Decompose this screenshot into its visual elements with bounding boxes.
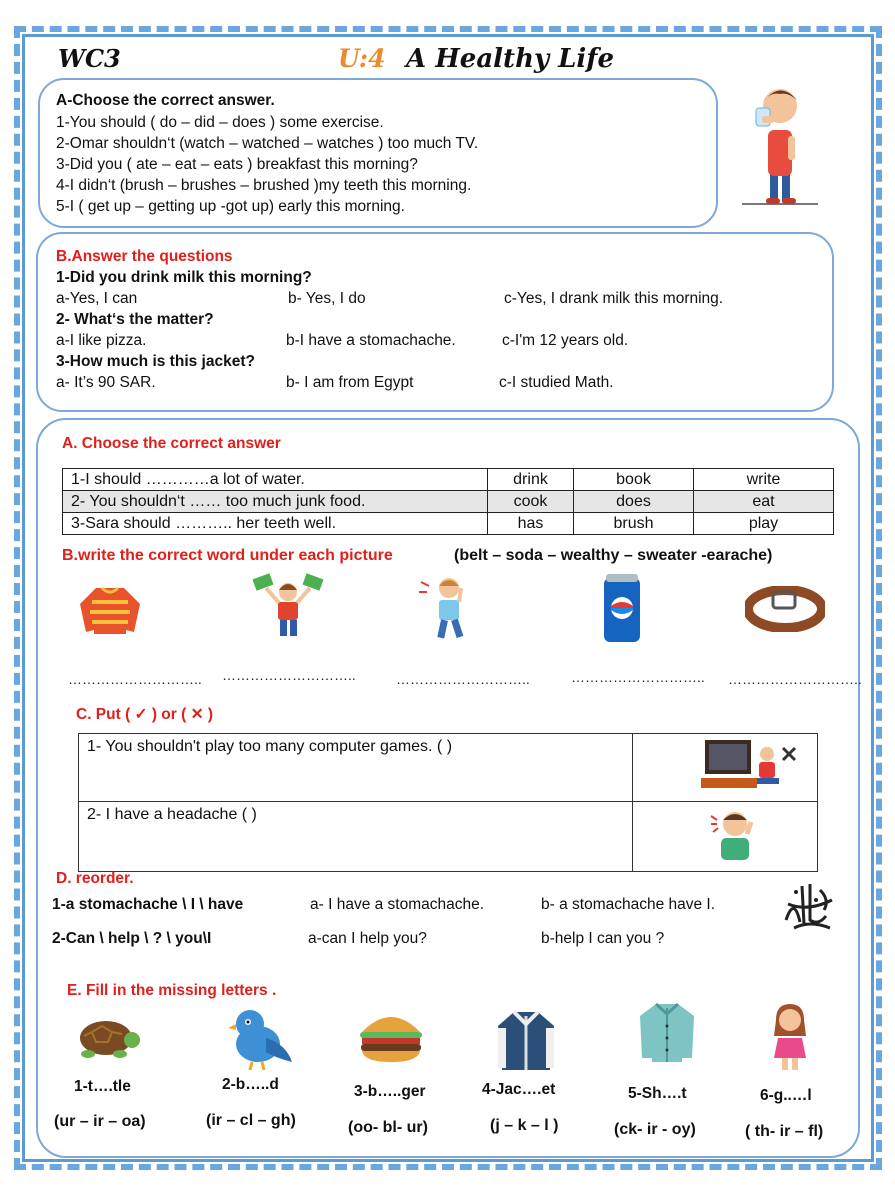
section-fill-heading: E. Fill in the missing letters . [67, 982, 277, 999]
letter-choices: (ir – cl – gh) [206, 1112, 296, 1129]
question: 1-Did you drink milk this morning? [56, 269, 312, 286]
fill-word: 6-g..…l [760, 1087, 812, 1104]
fill-word: 1-t….tle [74, 1078, 131, 1095]
fill-word: 2-b…..d [222, 1076, 279, 1093]
table-cell-option: cook [488, 491, 574, 513]
table-row [63, 491, 834, 513]
boy-drinking-water-icon [740, 78, 820, 208]
option-c: c-Yes, I drank milk this morning. [504, 290, 724, 307]
bird-icon [226, 1004, 296, 1072]
turtle-icon [72, 1010, 142, 1060]
unit-label: U:4 [338, 44, 386, 73]
table-cell-option: has [488, 513, 574, 535]
question: 3-How much is this jacket? [56, 353, 255, 370]
fill-word: 5-Sh….t [628, 1085, 687, 1102]
tick-sentence: 1- You shouldn't play too many computer games. ( ) [79, 734, 633, 802]
calligraphy-emblem-icon [780, 876, 838, 934]
section-a-line: 3-Did you ( ate – eat – eats ) breakfast this morning? [56, 156, 418, 173]
table-cell-option: write [694, 469, 834, 491]
belt-icon [745, 586, 825, 632]
reorder-option-b: b-help I can you ? [541, 930, 665, 947]
section-choose-heading: A. Choose the correct answer [62, 435, 281, 452]
reorder-option-b: b- a stomachache have I. [541, 896, 716, 913]
question: 2- What‘s the matter? [56, 311, 214, 328]
reorder-option-a: a- I have a stomachache. [310, 896, 485, 913]
table-cell-option: drink [488, 469, 574, 491]
option-b: b- I am from Egypt [286, 374, 414, 391]
reorder-question: 1-a stomachache \ I \ have [52, 896, 244, 913]
section-a-line: 1-You should ( do – did – does ) some exercise. [56, 114, 384, 131]
page-title: A Healthy Life [406, 44, 615, 74]
reorder-question: 2-Can \ help \ ? \ you\I [52, 930, 212, 947]
table-row [79, 734, 818, 802]
wealthy-boy-icon [250, 572, 326, 644]
section-reorder-heading: D. reorder. [56, 870, 134, 887]
choose-table [62, 468, 834, 535]
option-a: a-Yes, I can [56, 290, 138, 307]
section-a-heading: A-Choose the correct answer. [56, 92, 275, 109]
option-c: c-I'm 12 years old. [502, 332, 629, 349]
girl-icon [768, 1002, 812, 1074]
table-cell-option: play [694, 513, 834, 535]
letter-choices: ( th- ir – fl) [745, 1123, 824, 1140]
answer-blank[interactable]: ……………………….. [68, 671, 202, 687]
table-cell-sentence: 3-Sara should ……….. her teeth well. [63, 513, 488, 535]
answer-blank[interactable]: ……………………….. [728, 671, 862, 687]
answer-blank[interactable]: ……………………….. [396, 671, 530, 687]
letter-choices: (ck- ir - oy) [614, 1121, 696, 1138]
table-cell-sentence: 2- You shouldn‘t …… too much junk food. [63, 491, 488, 513]
section-tick-heading: C. Put ( ✓ ) or ( ✕ ) [76, 706, 214, 723]
tick-picture-cell [633, 734, 818, 802]
letter-choices: (oo- bl- ur) [348, 1119, 428, 1136]
table-row [79, 802, 818, 872]
word-bank: (belt – soda – wealthy – sweater -earache) [454, 547, 773, 564]
fill-word: 3-b…..ger [354, 1083, 426, 1100]
option-b: b- Yes, I do [288, 290, 366, 307]
computer-games-icon [699, 738, 809, 792]
table-cell-option: eat [694, 491, 834, 513]
option-a: a-I like pizza. [56, 332, 147, 349]
answer-blank[interactable]: ……………………….. [222, 667, 356, 683]
sweater-icon [78, 584, 142, 636]
burger-icon [358, 1006, 424, 1064]
worksheet-code: WC3 [58, 44, 121, 73]
reorder-option-a: a-can I help you? [308, 930, 427, 947]
table-cell-option: does [574, 491, 694, 513]
table-cell-option: brush [574, 513, 694, 535]
letter-choices: (j – k – l ) [490, 1117, 559, 1134]
soda-can-icon [600, 572, 644, 646]
table-row [63, 469, 834, 491]
headache-boy-icon [707, 806, 767, 862]
option-c: c-I studied Math. [499, 374, 614, 391]
section-a-line: 4-I didn‘t (brush – brushes – brushed )my teeth this morning. [56, 177, 472, 194]
option-b: b-I have a stomachache. [286, 332, 456, 349]
section-b-heading: B.Answer the questions [56, 248, 233, 265]
tick-table [78, 733, 818, 872]
section-pictures-heading: B.write the correct word under each picture [62, 547, 393, 564]
section-a-line: 2-Omar shouldn‘t (watch – watched – watches ) too much TV. [56, 135, 479, 152]
option-a: a- It’s 90 SAR. [56, 374, 156, 391]
letter-choices: (ur – ir – oa) [54, 1113, 146, 1130]
table-cell-sentence: 1-I should …………a lot of water. [63, 469, 488, 491]
table-cell-option: book [574, 469, 694, 491]
jacket-icon [496, 1010, 556, 1072]
tick-picture-cell [633, 802, 818, 872]
answer-blank[interactable]: ……………………….. [571, 669, 705, 685]
fill-word: 4-Jac….et [482, 1081, 556, 1098]
table-row [63, 513, 834, 535]
shirt-icon [636, 1000, 698, 1064]
section-a-line: 5-I ( get up – getting up -got up) early this morning. [56, 198, 405, 215]
tick-sentence: 2- I have a headache ( ) [79, 802, 633, 872]
earache-boy-icon [415, 574, 481, 648]
